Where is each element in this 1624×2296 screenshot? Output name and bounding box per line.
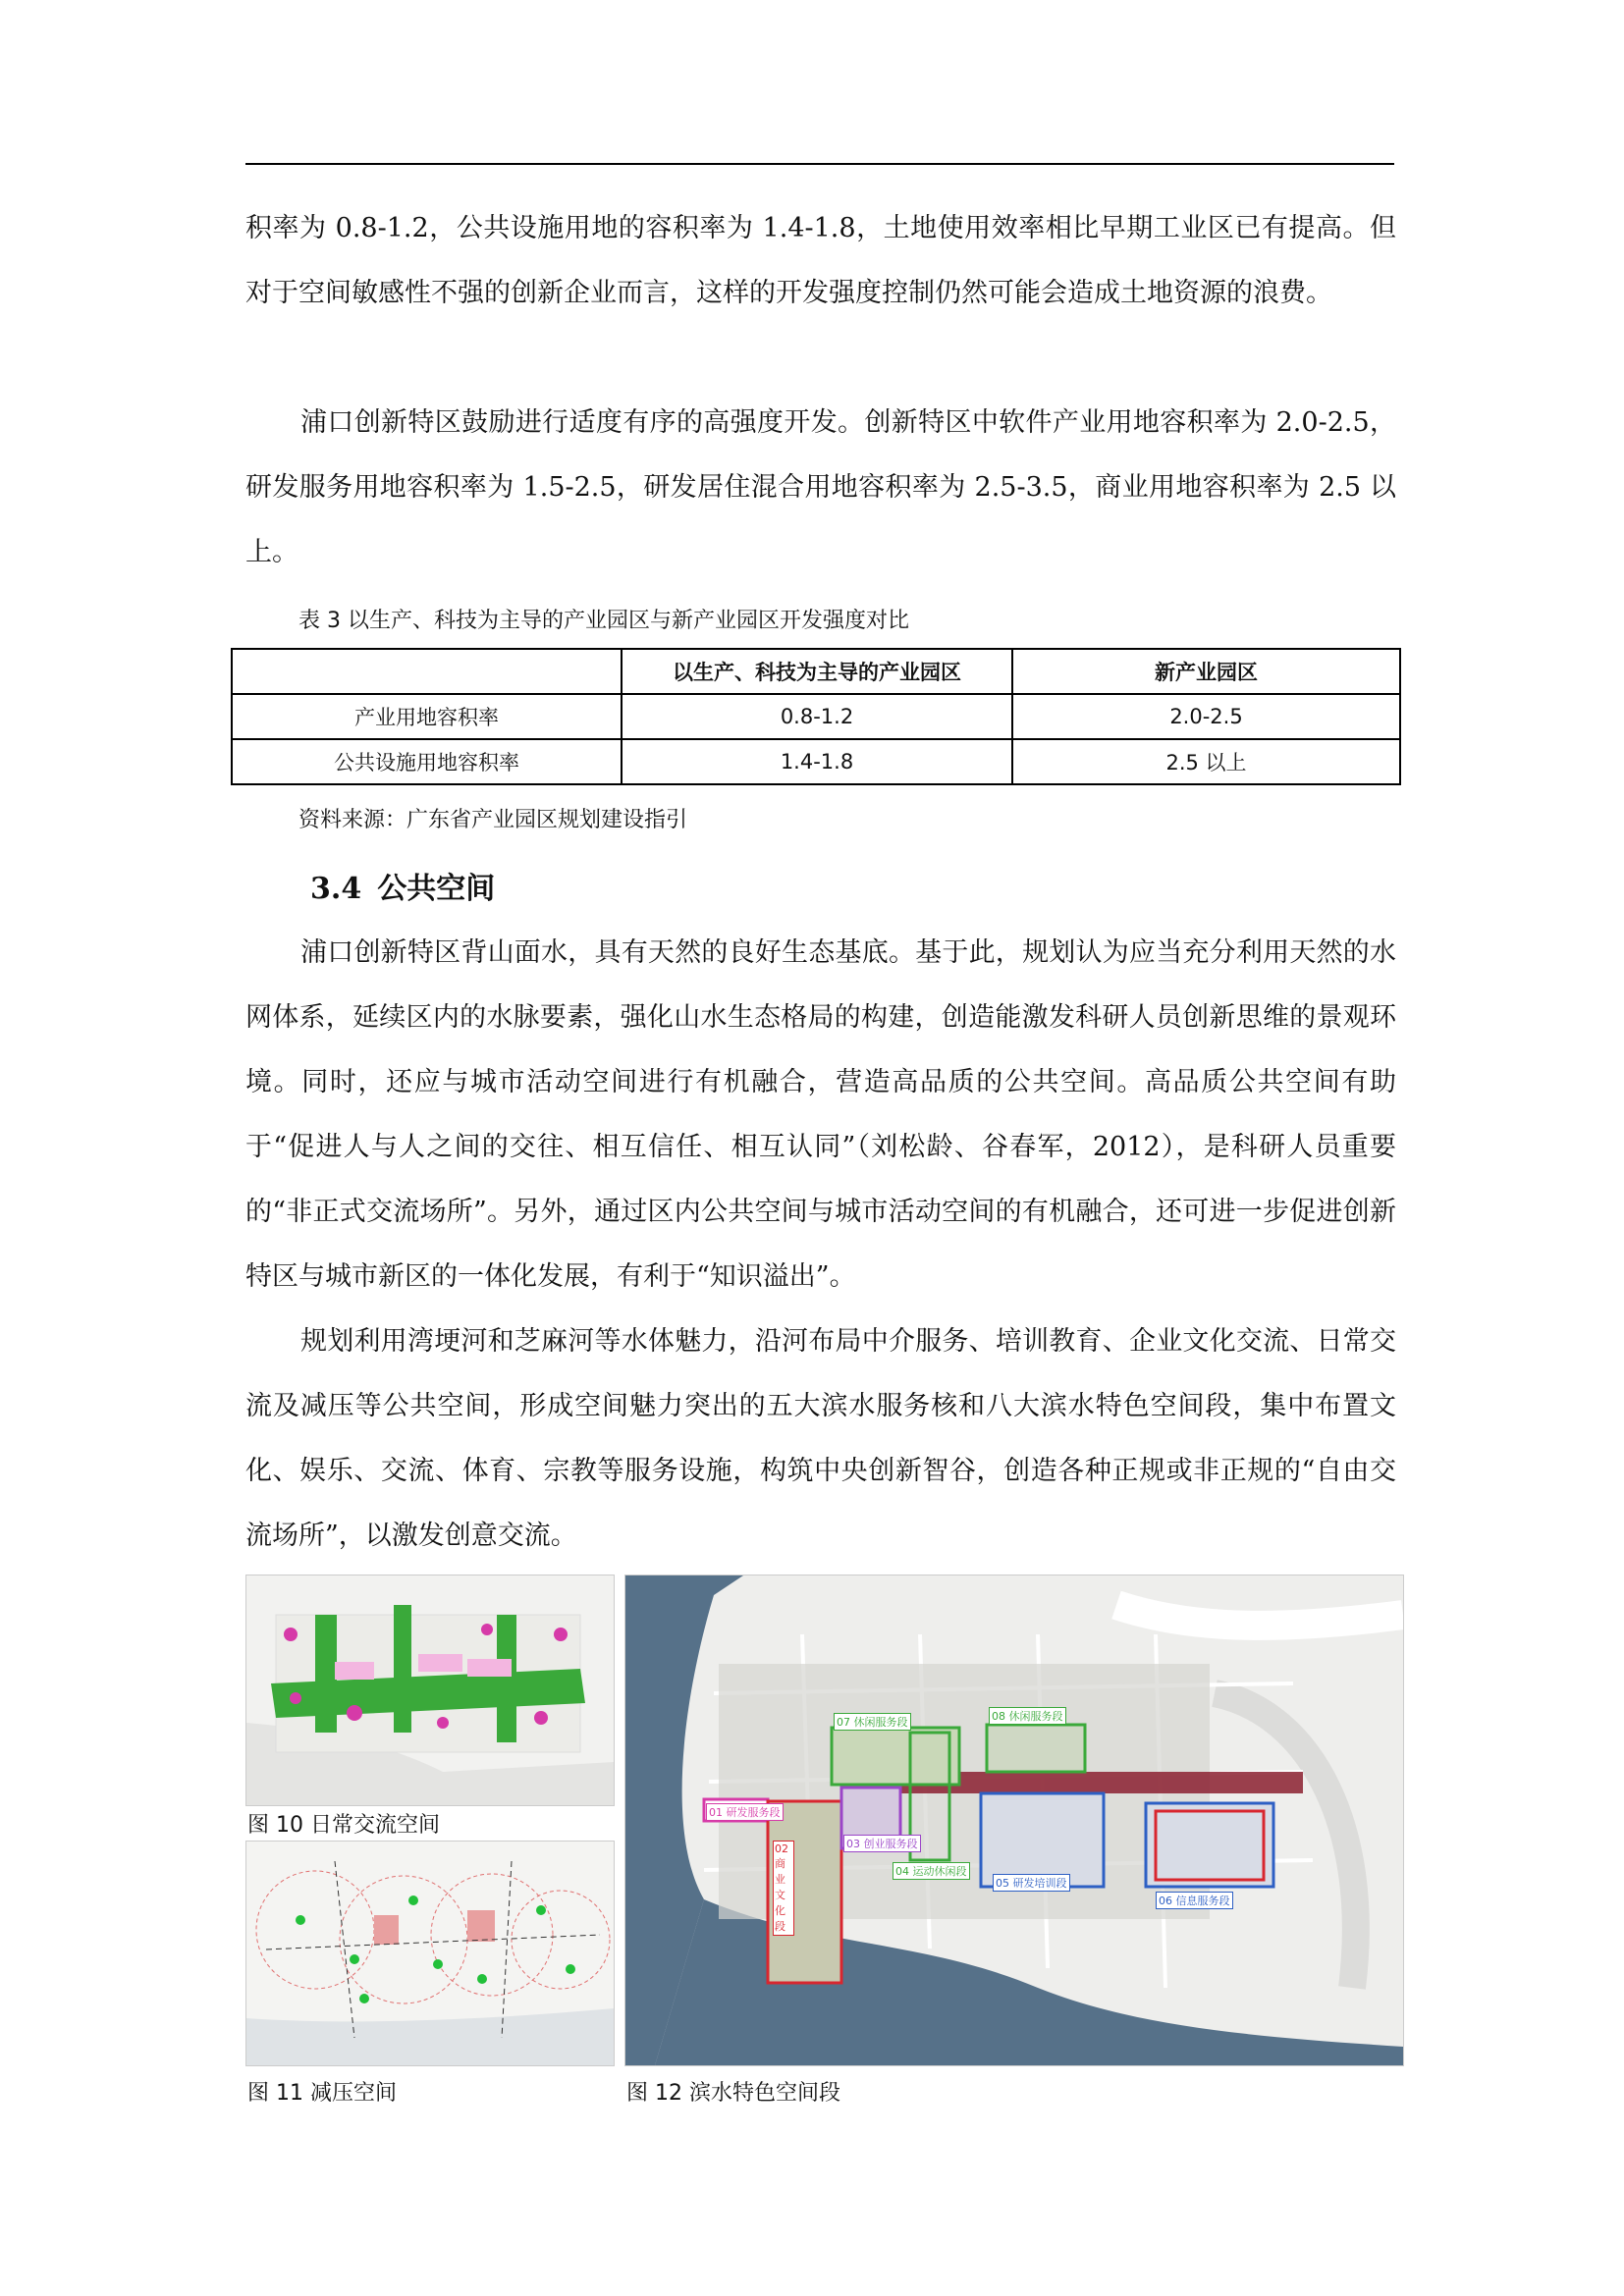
paragraph-2: 浦口创新特区鼓励进行适度有序的高强度开发。创新特区中软件产业用地容积率为 2.0-2.5，研发服务用地容积率为 1.5-2.5，研发居住混合用地容积率为 2.5-3.5，商业用地容积率为 2.5 以上。	[245, 407, 1396, 567]
table-row	[232, 739, 1400, 784]
figure-10-caption: 图 10 日常交流空间	[247, 1813, 440, 1838]
table-cell: 1.4-1.8	[622, 739, 1012, 784]
table-header-row	[232, 649, 1400, 694]
table-source: 资料来源：广东省产业园区规划建设指引	[298, 808, 688, 832]
table-cell: 产业用地容积率	[232, 694, 622, 739]
figure-12-caption: 图 12 滨水特色空间段	[626, 2081, 840, 2106]
header-rule	[245, 163, 1394, 165]
table-header-empty	[232, 649, 622, 694]
figure-10-map	[245, 1575, 615, 1806]
figure-11-caption: 图 11 减压空间	[247, 2081, 397, 2106]
segment-label-01: 01 研发服务段	[706, 1803, 784, 1821]
segment-label-02: 02 商业文化段	[773, 1841, 794, 1936]
segment-label-04: 04 运动休闲段	[893, 1862, 970, 1880]
comparison-table	[231, 648, 1401, 785]
table-row	[232, 694, 1400, 739]
section-heading	[310, 864, 495, 907]
section-title: 公共空间	[377, 872, 496, 906]
segment-label-07: 07 休闲服务段	[834, 1713, 911, 1731]
table-header-col2: 新产业园区	[1012, 649, 1400, 694]
table-caption: 表 3 以生产、科技为主导的产业园区与新产业园区开发强度对比	[298, 609, 909, 633]
table-cell: 公共设施用地容积率	[232, 739, 622, 784]
table-header-col1: 以生产、科技为主导的产业园区	[622, 649, 1012, 694]
segment-label-05: 05 研发培训段	[993, 1874, 1070, 1892]
table-cell: 0.8-1.2	[622, 694, 1012, 739]
section-number: 3.4	[310, 872, 362, 906]
paragraph-4: 规划利用湾埂河和芝麻河等水体魅力，沿河布局中介服务、培训教育、企业文化交流、日常交流及减压等公共空间，形成空间魅力突出的五大滨水服务核和八大滨水特色空间段，集中布置文化、娱乐、交流、体育、宗教等服务设施，构筑中央创新智谷，创造各种正规或非正规的“自由交流场所”，以激发创意交流。	[245, 1326, 1396, 1551]
figure-11-map	[245, 1841, 615, 2066]
segment-label-06: 06 信息服务段	[1156, 1892, 1233, 1909]
figure-12-map	[624, 1575, 1404, 2066]
paragraph-1: 积率为 0.8-1.2，公共设施用地的容积率为 1.4-1.8，土地使用效率相比早期工业区已有提高。但对于空间敏感性不强的创新企业而言，这样的开发强度控制仍然可能会造成土地资源的浪费。	[245, 213, 1396, 308]
segment-label-03: 03 创业服务段	[843, 1835, 921, 1852]
paragraph-3: 浦口创新特区背山面水，具有天然的良好生态基底。基于此，规划认为应当充分利用天然的水网体系，延续区内的水脉要素，强化山水生态格局的构建，创造能激发科研人员创新思维的景观环境。同时，还应与城市活动空间进行有机融合，营造高品质的公共空间。高品质公共空间有助于“促进人与人之间的交往、相互信任、相互认同”（刘松龄、谷春军，2012），是科研人员重要的“非正式交流场所”。另外，通过区内公共空间与城市活动空间的有机融合，还可进一步促进创新特区与城市新区的一体化发展，有利于“知识溢出”。	[245, 937, 1396, 1292]
segment-label-08: 08 休闲服务段	[989, 1707, 1066, 1725]
table-cell: 2.0-2.5	[1012, 694, 1400, 739]
table-cell: 2.5 以上	[1012, 739, 1400, 784]
